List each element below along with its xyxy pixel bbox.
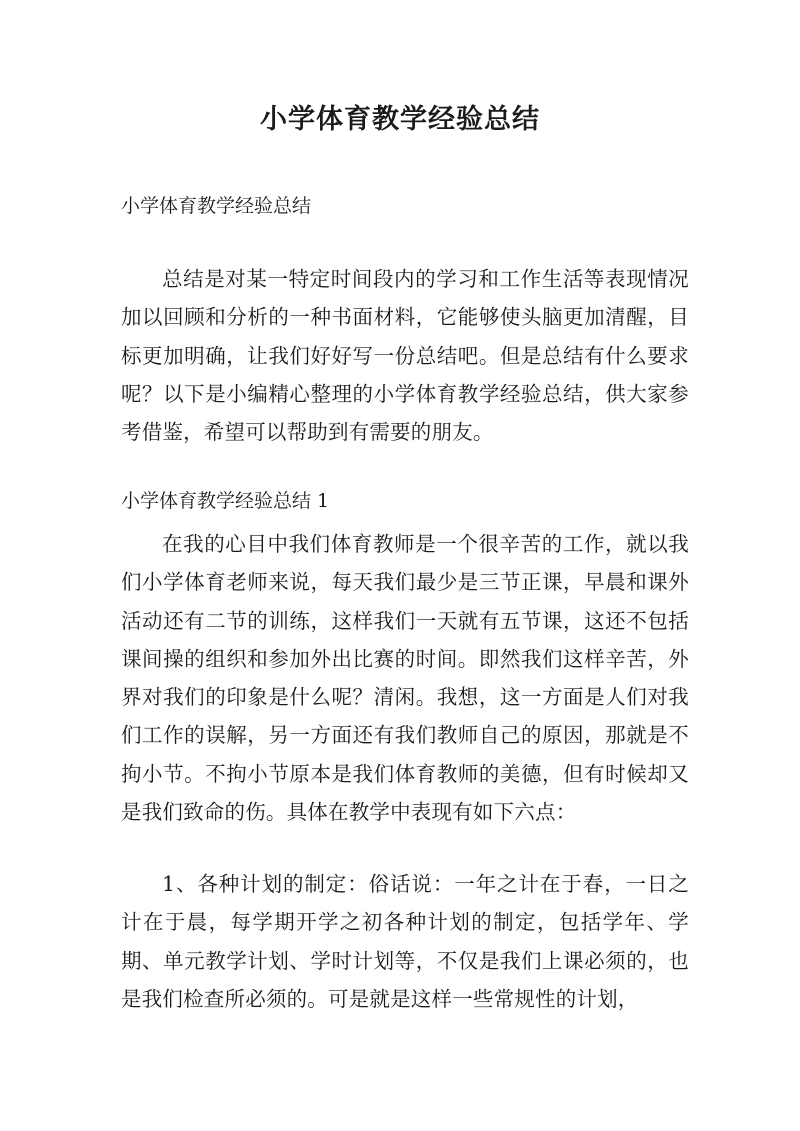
section-1-heading: 小学体育教学经验总结 1 [121,490,330,512]
document-title: 小学体育教学经验总结 [260,104,540,135]
intro-paragraph: 总结是对某一特定时间段内的学习和工作生活等表现情况加以回顾和分析的一种书面材料，它能够使头脑更加清醒，目标更加明确，让我们好好写一份总结吧。但是总结有什么要求呢？以下是小编精心整理的小学体育教学经验总结，供大家参考借鉴，希望可以帮助到有需要的朋友。 [121,267,689,445]
section-1-paragraph: 在我的心目中我们体育教师是一个很辛苦的工作，就以我们小学体育老师来说，每天我们最少是三节正课，早晨和课外活动还有二节的训练，这样我们一天就有五节课，这还不包括课间操的组织和参加外出比赛的时间。即然我们这样辛苦，外界对我们的印象是什么呢？清闲。我想，这一方面是人们对我们工作的误解，另一方面还有我们教师自己的原因，那就是不拘小节。不拘小节原本是我们体育教师的美德，但有时候却又是我们致命的伤。具体在教学中表现有如下六点： [121,532,689,825]
section-1-item-1: 1、各种计划的制定：俗话说：一年之计在于春，一日之计在于晨，每学期开学之初各种计划的制定，包括学年、学期、单元教学计划、学时计划等，不仅是我们上课必须的，也是我们检查所必须的。可是就是这样一些常规性的计划， [121,872,689,1011]
document-subtitle: 小学体育教学经验总结 [121,195,312,217]
